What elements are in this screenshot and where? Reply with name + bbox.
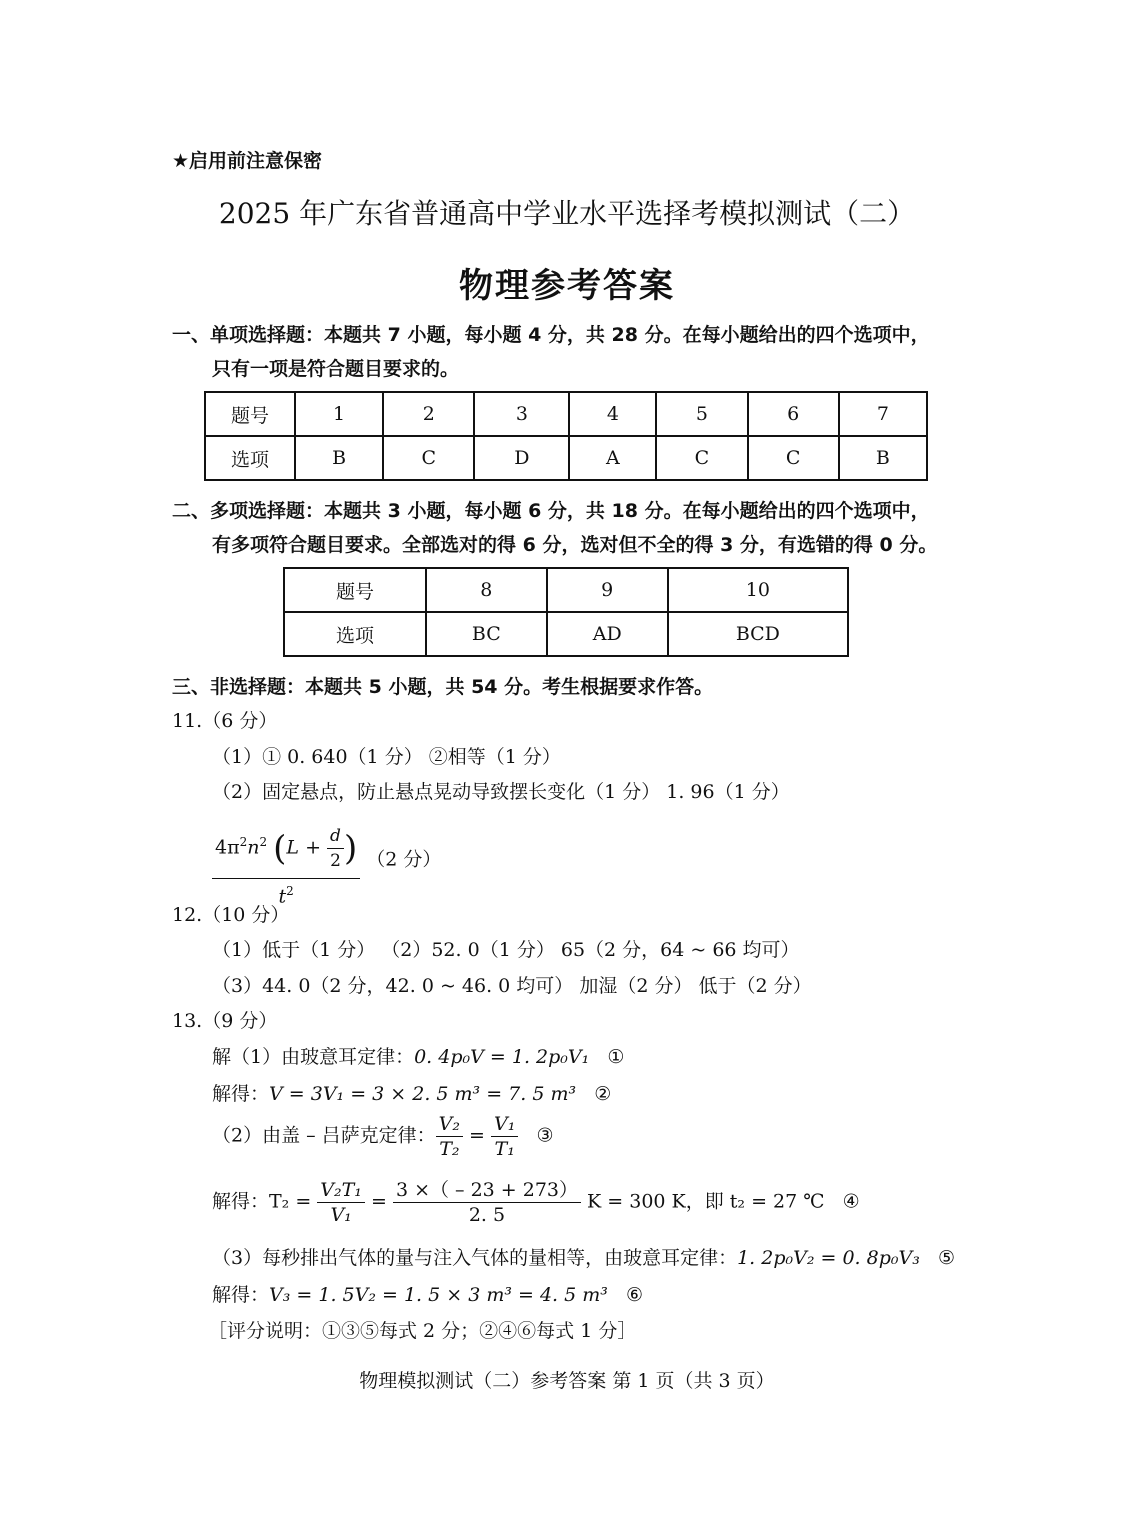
row-label: 选项 [205, 436, 295, 480]
answer-cell: A [569, 436, 656, 480]
q13-eq4: 解得：T₂ = $\frac{\text{V₂T₁}}{\text{V₁}}$ = $\frac{3 \times( - 23 + 273)}{2. 5}$ K = 300 K，即 t₂ = 27 ℃ ④ [212, 1179, 860, 1226]
answer-cell: C [748, 436, 839, 480]
q11-part1: （1）① 0. 640（1 分） ②相等（1 分） [212, 746, 561, 768]
question-number: 3 [474, 392, 569, 436]
answer-cell: BCD [668, 612, 848, 656]
q13-eq3: （2）由盖 – 吕萨克定律： $\frac{\text{V₂}}{\text{T₂}}$ = $\frac{\text{V₁}}{\text{T₁}}$ ③ [212, 1113, 554, 1160]
table-row [284, 568, 848, 612]
exam-title: 2025 年广东省普通高中学业水平选择考模拟测试（二） [218, 197, 916, 230]
section2-answer-table [283, 567, 849, 657]
q13-eq5: （3）每秒排出气体的量与注入气体的量相等，由玻意耳定律：1. 2p₀V₂ = 0. 8p₀V₃ ⑤ [212, 1247, 956, 1269]
q12-part3: （3）44. 0（2 分，42. 0 ~ 46. 0 均可） 加湿（2 分） 低于（2 分） [212, 975, 812, 997]
row-label: 题号 [205, 392, 295, 436]
q13-scoring-note: ［评分说明：①③⑤每式 2 分；②④⑥每式 1 分］ [208, 1320, 637, 1342]
q11-formula [212, 812, 441, 909]
question-number: 5 [656, 392, 747, 436]
row-label: 题号 [284, 568, 426, 612]
q11-part2: （2）固定悬点，防止悬点晃动导致摆长变化（1 分） 1. 96（1 分） [212, 781, 790, 803]
q13-eq6: 解得：V₃ = 1. 5V₂ = 1. 5 × 3 m³ = 4. 5 m³ ⑥ [212, 1284, 644, 1306]
page-footer: 物理模拟测试（二）参考答案 第 1 页（共 3 页） [359, 1370, 775, 1392]
row-label: 选项 [284, 612, 426, 656]
question-number: 4 [569, 392, 656, 436]
question-number: 9 [547, 568, 668, 612]
formula-fraction: $4\pi^2n^2$ (L + $\frac{d}{2}$ ) $t^2$ [212, 812, 360, 909]
question-number: 2 [383, 392, 474, 436]
section2-header-line2: 有多项符合题目要求。全部选对的得 6 分，选对但不全的得 3 分，有选错的得 0 分。 [212, 534, 938, 556]
answer-cell: D [474, 436, 569, 480]
q11-title: 11.（6 分） [172, 710, 278, 732]
section3-header: 三、非选择题：本题共 5 小题，共 54 分。考生根据要求作答。 [172, 676, 714, 698]
confidential-notice: ★启用前注意保密 [172, 150, 323, 172]
table-row [284, 612, 848, 656]
answer-cell: C [383, 436, 474, 480]
answer-cell: B [839, 436, 927, 480]
section1-header-line1: 一、单项选择题：本题共 7 小题，每小题 4 分，共 28 分。在每小题给出的四个选项中， [172, 324, 930, 346]
section1-answer-table [204, 391, 928, 481]
page-subtitle: 物理参考答案 [459, 266, 675, 306]
section2-header-line1: 二、多项选择题：本题共 3 小题，每小题 6 分，共 18 分。在每小题给出的四个选项中， [172, 500, 930, 522]
table-row [205, 392, 927, 436]
table-row [205, 436, 927, 480]
question-number: 8 [426, 568, 547, 612]
answer-cell: BC [426, 612, 547, 656]
q12-parts-1-2: （1）低于（1 分） （2）52. 0（1 分） 65（2 分，64 ~ 66 均可） [212, 939, 800, 961]
answer-cell: C [656, 436, 747, 480]
q13-title: 13.（9 分） [172, 1010, 278, 1032]
question-number: 6 [748, 392, 839, 436]
question-number: 10 [668, 568, 848, 612]
q13-eq1: 解（1）由玻意耳定律：0. 4p₀V = 1. 2p₀V₁ ① [212, 1046, 625, 1068]
q13-eq2: 解得：V = 3V₁ = 3 × 2. 5 m³ = 7. 5 m³ ② [212, 1083, 612, 1105]
answer-cell: AD [547, 612, 668, 656]
answer-cell: B [295, 436, 383, 480]
q11-formula-score: （2 分） [366, 848, 442, 871]
question-number: 7 [839, 392, 927, 436]
q12-title: 12.（10 分） [172, 904, 290, 926]
question-number: 1 [295, 392, 383, 436]
section1-header-line2: 只有一项是符合题目要求的。 [212, 358, 460, 380]
